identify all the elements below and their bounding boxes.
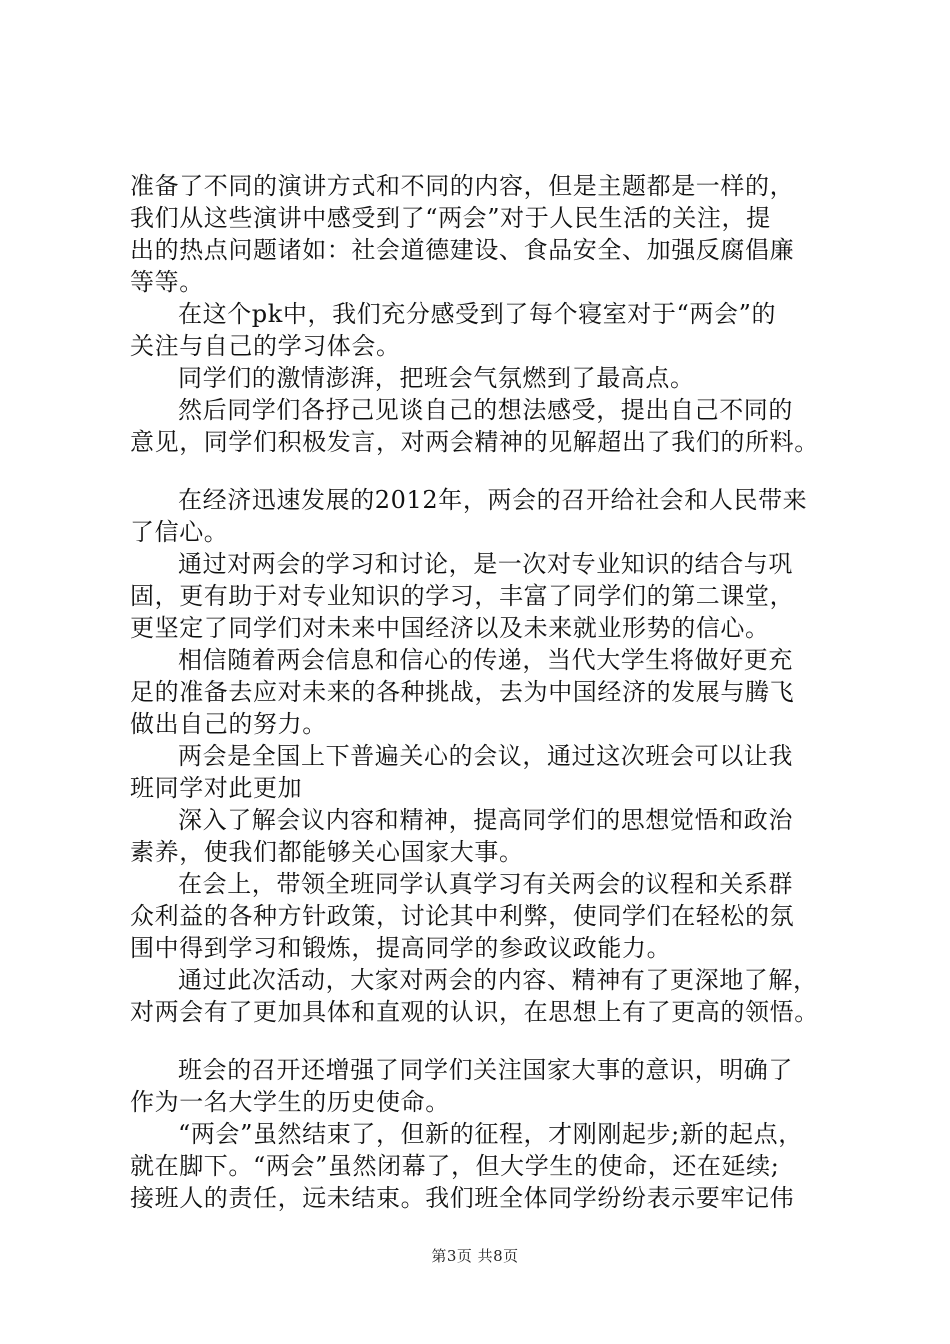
page-number-footer: 第3页 共8页: [431, 1247, 519, 1265]
text-line: 众利益的各种方针政策，讨论其中利弊，使同学们在轻松的氛: [130, 902, 795, 930]
text-line: 等等。: [130, 268, 204, 296]
text-line: 在经济迅速发展的2012年，两会的召开给社会和人民带来: [178, 486, 808, 514]
text-line: “两会”虽然结束了，但新的征程，才刚刚起步;新的起点，: [178, 1120, 803, 1148]
text-line: 在会上，带领全班同学认真学习有关两会的议程和关系群: [178, 870, 793, 898]
text-line: 准备了不同的演讲方式和不同的内容，但是主题都是一样的，: [130, 172, 795, 200]
text-line: 通过此次活动，大家对两会的内容、精神有了更深地了解，: [178, 966, 818, 994]
text-line: 作为一名大学生的历史使命。: [130, 1088, 450, 1116]
text-line: 关注与自己的学习体会。: [130, 332, 401, 360]
text-line: 固，更有助于对专业知识的学习，丰富了同学们的第二课堂，: [130, 582, 795, 610]
text-line: 然后同学们各抒己见谈自己的想法感受，提出自己不同的: [178, 396, 793, 424]
text-line: 围中得到学习和锻炼，提高同学的参政议政能力。: [130, 934, 672, 962]
text-line: 班会的召开还增强了同学们关注国家大事的意识，明确了: [178, 1056, 793, 1084]
text-line: 对两会有了更加具体和直观的认识，在思想上有了更高的领悟。: [130, 998, 819, 1026]
text-line: 意见，同学们积极发言，对两会精神的见解超出了我们的所料。: [130, 428, 819, 456]
text-line: 了信心。: [130, 518, 229, 546]
text-line: 素养，使我们都能够关心国家大事。: [130, 838, 524, 866]
text-line: 接班人的责任，远未结束。我们班全体同学纷纷表示要牢记伟: [130, 1184, 795, 1212]
text-line: 相信随着两会信息和信心的传递，当代大学生将做好更充: [178, 646, 793, 674]
text-line: 两会是全国上下普遍关心的会议，通过这次班会可以让我: [178, 742, 793, 770]
text-line: 做出自己的努力。: [130, 710, 327, 738]
text-line: 同学们的激情澎湃，把班会气氛燃到了最高点。: [178, 364, 695, 392]
text-line: 深入了解会议内容和精神，提高同学们的思想觉悟和政治: [178, 806, 793, 834]
text-line: 出的热点问题诸如：社会道德建设、食品安全、加强反腐倡廉: [130, 236, 795, 264]
text-line: 通过对两会的学习和讨论，是一次对专业知识的结合与巩: [178, 550, 793, 578]
text-line: 在这个pk中，我们充分感受到了每个寝室对于“两会”的: [178, 300, 777, 328]
text-line: 更坚定了同学们对未来中国经济以及未来就业形势的信心。: [130, 614, 770, 642]
text-line: 足的准备去应对未来的各种挑战，去为中国经济的发展与腾飞: [130, 678, 795, 706]
text-line: 班同学对此更加: [130, 774, 303, 802]
text-line: 就在脚下。“两会”虽然闭幕了，但大学生的使命，还在延续;: [130, 1152, 780, 1180]
text-line: 我们从这些演讲中感受到了“两会”对于人民生活的关注，提: [130, 204, 771, 232]
body-text: [130, 170, 850, 1214]
